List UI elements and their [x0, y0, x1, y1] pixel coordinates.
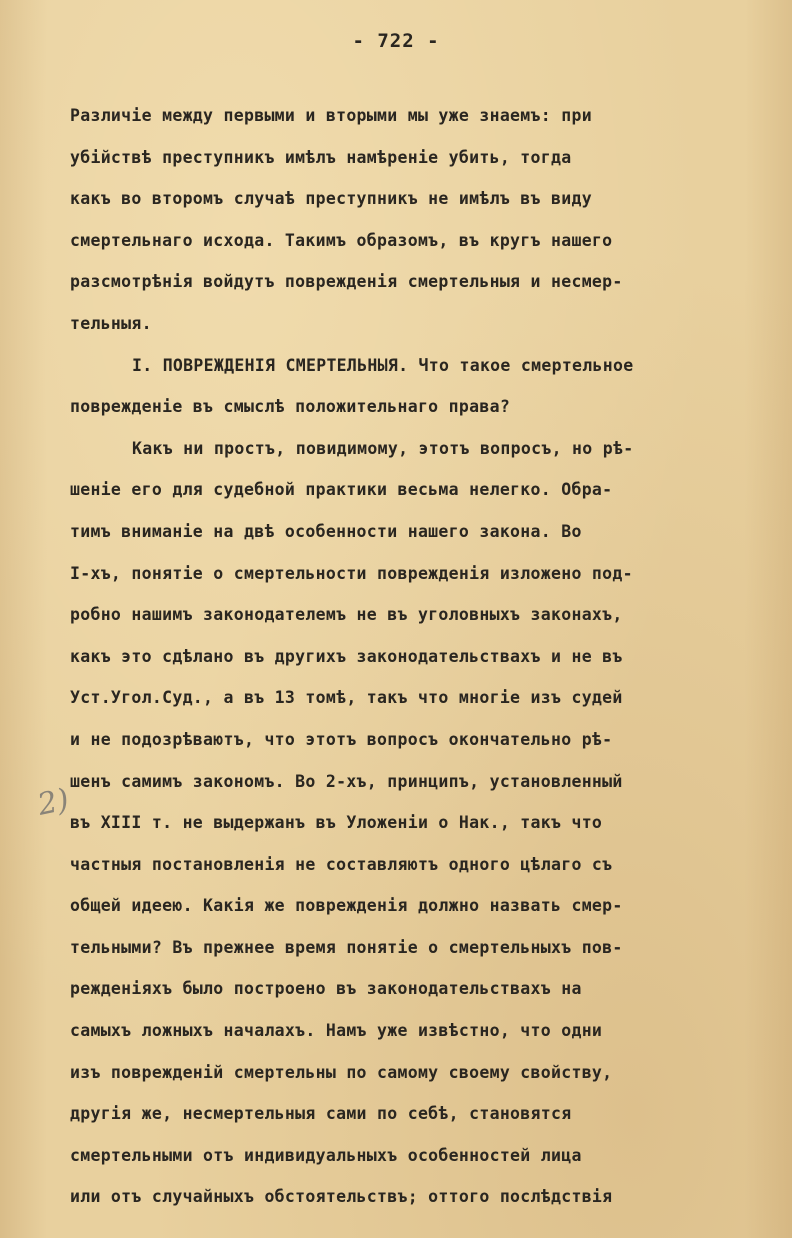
section-heading-line: I. ПОВРЕЖДЕНІЯ СМЕРТЕЛЬНЫЯ. Что такое смертельное	[132, 355, 634, 375]
margin-note: 2)	[34, 782, 73, 823]
body-text	[70, 95, 780, 1218]
text-line: тельныя.	[70, 313, 152, 333]
text-line: или отъ случайныхъ обстоятельствъ; оттого послѣдствія	[70, 1187, 613, 1207]
text-line: I-хъ, понятіе о смертельности поврежденія изложено под-	[70, 563, 633, 583]
text-line: убійствѣ преступникъ имѣлъ намѣреніе убить, тогда	[70, 147, 572, 167]
text-line: какъ во второмъ случаѣ преступникъ не имѣлъ въ виду	[70, 189, 592, 209]
text-line: Какъ ни простъ, повидимому, этотъ вопросъ, но рѣ-	[132, 438, 634, 458]
text-line: разсмотрѣнія войдутъ поврежденія смертельныя и несмер-	[70, 272, 623, 292]
text-line: тимъ вниманіе на двѣ особенности нашего закона. Во	[70, 521, 582, 541]
text-line: тельными? Въ прежнее время понятіе о смертельныхъ пов-	[70, 937, 623, 957]
text-line: режденіяхъ было построено въ законодательствахъ на	[70, 979, 582, 999]
text-line: смертельнаго исхода. Такимъ образомъ, въ кругъ нашего	[70, 230, 613, 250]
text-line: поврежденіе въ смыслѣ положительнаго права?	[70, 397, 511, 417]
text-line: Различіе между первыми и вторыми мы уже знаемъ: при	[70, 106, 592, 125]
text-line: самыхъ ложныхъ началахъ. Намъ уже извѣстно, что одни	[70, 1021, 603, 1041]
page-number: - 722 -	[352, 30, 440, 52]
text-line: и не подозрѣваютъ, что этотъ вопросъ окончательно рѣ-	[70, 729, 613, 749]
text-line: изъ поврежденій смертельны по самому своему свойству,	[70, 1062, 613, 1082]
text-line: шенъ самимъ закономъ. Во 2-хъ, принципъ, установленный	[70, 771, 623, 791]
text-line: шеніе его для судебной практики весьма нелегко. Обра-	[70, 480, 613, 500]
text-line: общей идеею. Какія же поврежденія должно назвать смер-	[70, 896, 623, 916]
text-line: частныя постановленія не составляютъ одного цѣлаго съ	[70, 854, 613, 874]
text-line: въ XIII т. не выдержанъ въ Уложеніи о Нак., такъ что	[70, 813, 603, 833]
text-line: другія же, несмертельныя сами по себѣ, становятся	[70, 1104, 572, 1124]
text-line: смертельными отъ индивидуальныхъ особенностей лица	[70, 1145, 582, 1165]
text-line: какъ это сдѣлано въ другихъ законодательствахъ и не въ	[70, 646, 623, 666]
text-line: робно нашимъ законодателемъ не въ уголовныхъ законахъ,	[70, 605, 623, 625]
text-line: Уст.Угол.Суд., а въ 13 томѣ, такъ что многіе изъ судей	[70, 688, 623, 708]
